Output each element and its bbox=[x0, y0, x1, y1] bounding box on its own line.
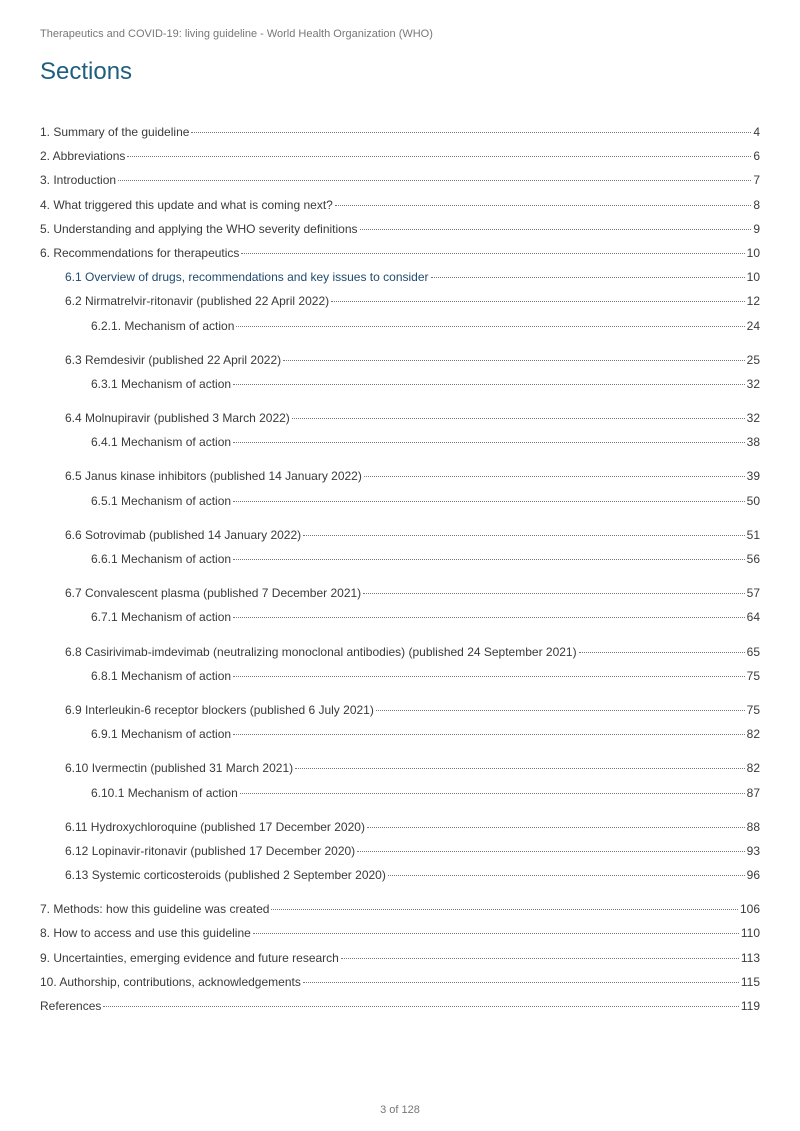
dot-leader bbox=[335, 205, 751, 206]
dot-leader bbox=[376, 710, 745, 711]
toc-entry[interactable] bbox=[40, 703, 760, 727]
toc-entry-label: 6.9.1 Mechanism of action bbox=[91, 727, 232, 742]
toc-entry[interactable] bbox=[40, 270, 760, 294]
toc-entry-label: 9. Uncertainties, emerging evidence and future research bbox=[40, 950, 339, 965]
toc-entry-label: 8. How to access and use this guideline bbox=[40, 926, 251, 941]
toc-entry-label: 6.3.1 Mechanism of action bbox=[91, 376, 232, 391]
toc-entry[interactable] bbox=[40, 951, 760, 975]
toc-entry-page-number: 10 bbox=[746, 245, 760, 260]
toc-entry[interactable] bbox=[40, 552, 760, 576]
toc-entry[interactable] bbox=[40, 926, 760, 950]
toc-entry[interactable] bbox=[40, 469, 760, 493]
dot-leader bbox=[127, 156, 751, 157]
toc-entry-page-number: 51 bbox=[746, 527, 760, 542]
dot-leader bbox=[241, 253, 744, 254]
toc-entry[interactable] bbox=[40, 645, 760, 669]
toc-entry[interactable] bbox=[40, 411, 760, 435]
toc-entry-page-number: 115 bbox=[740, 974, 760, 989]
toc-entry-label: 6.10.1 Mechanism of action bbox=[91, 785, 238, 800]
toc-entry-page-number: 82 bbox=[746, 727, 760, 742]
toc-entry-label: 6.7 Convalescent plasma (published 7 December 2021) bbox=[65, 586, 362, 601]
toc-entry[interactable] bbox=[40, 902, 760, 926]
toc-entry[interactable] bbox=[40, 975, 760, 999]
dot-leader bbox=[360, 229, 752, 230]
toc-entry[interactable] bbox=[40, 868, 760, 892]
running-header: Therapeutics and COVID-19: living guideline - World Health Organization (WHO) bbox=[40, 28, 433, 40]
toc-entry-page-number: 56 bbox=[746, 552, 760, 566]
dot-leader bbox=[271, 909, 738, 910]
toc-entry-label: 6.13 Systemic corticosteroids (published 2 September 2020) bbox=[65, 868, 386, 883]
toc-entry[interactable] bbox=[40, 761, 760, 785]
dot-leader bbox=[303, 982, 739, 983]
toc-entry-label: 6.4.1 Mechanism of action bbox=[91, 435, 232, 450]
toc-entry-page-number: 64 bbox=[746, 610, 760, 625]
toc-entry[interactable] bbox=[40, 494, 760, 518]
toc-entry-page-number: 75 bbox=[746, 702, 760, 717]
toc-entry-label: 6.11 Hydroxychloroquine (published 17 December 2020) bbox=[65, 819, 365, 834]
toc-entry-page-number: 10 bbox=[746, 270, 760, 285]
toc-entry-label: 6. Recommendations for therapeutics bbox=[40, 245, 240, 260]
toc-entry-label: 6.9 Interleukin-6 receptor blockers (published 6 July 2021) bbox=[65, 702, 374, 717]
toc-entry-page-number: 6 bbox=[753, 149, 760, 164]
dot-leader bbox=[103, 1006, 738, 1007]
toc-entry[interactable] bbox=[40, 844, 760, 868]
toc-entry-page-number: 87 bbox=[746, 785, 760, 800]
toc-entry[interactable] bbox=[40, 149, 760, 173]
toc-entry-label: 6.7.1 Mechanism of action bbox=[91, 610, 232, 625]
toc-entry-page-number: 39 bbox=[746, 469, 760, 484]
dot-leader bbox=[331, 301, 745, 302]
toc-entry-label: 6.8 Casirivimab-imdevimab (neutralizing monoclonal antibodies) (published 24 September 2021) bbox=[65, 644, 577, 659]
toc-entry-page-number: 106 bbox=[739, 902, 760, 917]
dot-leader bbox=[388, 875, 745, 876]
toc-entry[interactable] bbox=[40, 377, 760, 401]
toc-entry-label: 6.5.1 Mechanism of action bbox=[91, 493, 232, 508]
toc-entry-page-number: 75 bbox=[746, 668, 760, 683]
dot-leader bbox=[118, 180, 751, 181]
toc-entry[interactable] bbox=[40, 246, 760, 270]
toc-entry[interactable] bbox=[40, 222, 760, 246]
dot-leader bbox=[233, 734, 745, 735]
toc-entry[interactable] bbox=[40, 820, 760, 844]
toc-entry-label: 10. Authorship, contributions, acknowledgements bbox=[40, 974, 301, 989]
dot-leader bbox=[364, 476, 745, 477]
dot-leader bbox=[233, 501, 745, 502]
dot-leader bbox=[357, 851, 744, 852]
toc-entry-label: 6.2.1. Mechanism of action bbox=[91, 318, 235, 333]
dot-leader bbox=[367, 827, 745, 828]
page-title: Sections bbox=[40, 58, 133, 85]
toc-entry-label: 3. Introduction bbox=[40, 173, 117, 188]
toc-entry-page-number: 7 bbox=[753, 173, 760, 188]
dot-leader bbox=[341, 958, 739, 959]
table-of-contents bbox=[40, 125, 760, 1023]
dot-leader bbox=[191, 132, 751, 133]
dot-leader bbox=[233, 442, 745, 443]
toc-entry-page-number: 8 bbox=[753, 197, 760, 212]
dot-leader bbox=[295, 768, 745, 769]
toc-entry[interactable] bbox=[40, 727, 760, 751]
toc-entry-page-number: 82 bbox=[746, 761, 760, 776]
toc-entry-page-number: 24 bbox=[746, 318, 760, 333]
toc-entry-label: 6.2 Nirmatrelvir-ritonavir (published 22 April 2022) bbox=[65, 294, 330, 309]
toc-entry-label: 6.5 Janus kinase inhibitors (published 14 January 2022) bbox=[65, 469, 362, 484]
dot-leader bbox=[233, 617, 745, 618]
dot-leader bbox=[233, 676, 745, 677]
toc-entry-page-number: 113 bbox=[740, 950, 760, 965]
toc-entry[interactable] bbox=[40, 528, 760, 552]
dot-leader bbox=[283, 360, 745, 361]
dot-leader bbox=[292, 418, 745, 419]
toc-entry[interactable] bbox=[40, 999, 760, 1023]
toc-entry-label: References bbox=[40, 999, 102, 1013]
toc-entry[interactable] bbox=[40, 586, 760, 610]
toc-entry-page-number: 50 bbox=[746, 493, 760, 508]
toc-entry[interactable] bbox=[40, 786, 760, 810]
dot-leader bbox=[236, 326, 744, 327]
toc-entry-page-number: 88 bbox=[746, 819, 760, 834]
toc-entry-page-number: 65 bbox=[746, 644, 760, 659]
toc-entry-page-number: 4 bbox=[753, 125, 760, 139]
dot-leader bbox=[363, 593, 744, 594]
dot-leader bbox=[233, 384, 745, 385]
toc-entry[interactable] bbox=[40, 294, 760, 318]
toc-entry-page-number: 110 bbox=[740, 926, 760, 941]
toc-entry-label: 6.10 Ivermectin (published 31 March 2021) bbox=[65, 761, 294, 776]
toc-entry-page-number: 93 bbox=[746, 843, 760, 858]
toc-entry-label: 4. What triggered this update and what is coming next? bbox=[40, 197, 333, 212]
toc-entry-label: 5. Understanding and applying the WHO severity definitions bbox=[40, 221, 358, 236]
toc-entry[interactable] bbox=[40, 435, 760, 459]
dot-leader bbox=[579, 652, 745, 653]
dot-leader bbox=[303, 535, 744, 536]
toc-entry-label: 6.4 Molnupiravir (published 3 March 2022) bbox=[65, 411, 290, 426]
toc-entry-label: 6.6.1 Mechanism of action bbox=[91, 552, 232, 566]
page-number: 3 of 128 bbox=[380, 1104, 420, 1116]
toc-entry-page-number: 32 bbox=[746, 376, 760, 391]
toc-entry-page-number: 12 bbox=[746, 294, 760, 309]
dot-leader bbox=[240, 793, 745, 794]
toc-entry[interactable] bbox=[40, 173, 760, 197]
toc-entry[interactable] bbox=[40, 319, 760, 343]
toc-entry-label: 6.1 Overview of drugs, recommendations and key issues to consider bbox=[65, 270, 429, 285]
toc-entry-page-number: 32 bbox=[746, 411, 760, 426]
toc-entry-label: 1. Summary of the guideline bbox=[40, 125, 190, 139]
toc-entry[interactable] bbox=[40, 353, 760, 377]
toc-entry[interactable] bbox=[40, 669, 760, 693]
toc-entry-label: 6.12 Lopinavir-ritonavir (published 17 December 2020) bbox=[65, 843, 356, 858]
toc-entry-label: 6.6 Sotrovimab (published 14 January 2022) bbox=[65, 527, 302, 542]
toc-entry[interactable] bbox=[40, 125, 760, 149]
toc-entry-page-number: 9 bbox=[753, 221, 760, 236]
dot-leader bbox=[431, 277, 745, 278]
toc-entry-page-number: 96 bbox=[746, 868, 760, 883]
toc-entry-label: 6.8.1 Mechanism of action bbox=[91, 668, 232, 683]
toc-entry-page-number: 57 bbox=[746, 586, 760, 601]
toc-entry-page-number: 119 bbox=[740, 999, 760, 1013]
toc-entry[interactable] bbox=[40, 198, 760, 222]
toc-entry-label: 7. Methods: how this guideline was created bbox=[40, 902, 270, 917]
toc-entry-page-number: 38 bbox=[746, 435, 760, 450]
dot-leader bbox=[233, 559, 745, 560]
toc-entry-label: 6.3 Remdesivir (published 22 April 2022) bbox=[65, 352, 282, 367]
dot-leader bbox=[253, 933, 739, 934]
toc-entry-label: 2. Abbreviations bbox=[40, 149, 126, 164]
toc-entry-page-number: 25 bbox=[746, 352, 760, 367]
toc-entry[interactable] bbox=[40, 610, 760, 634]
